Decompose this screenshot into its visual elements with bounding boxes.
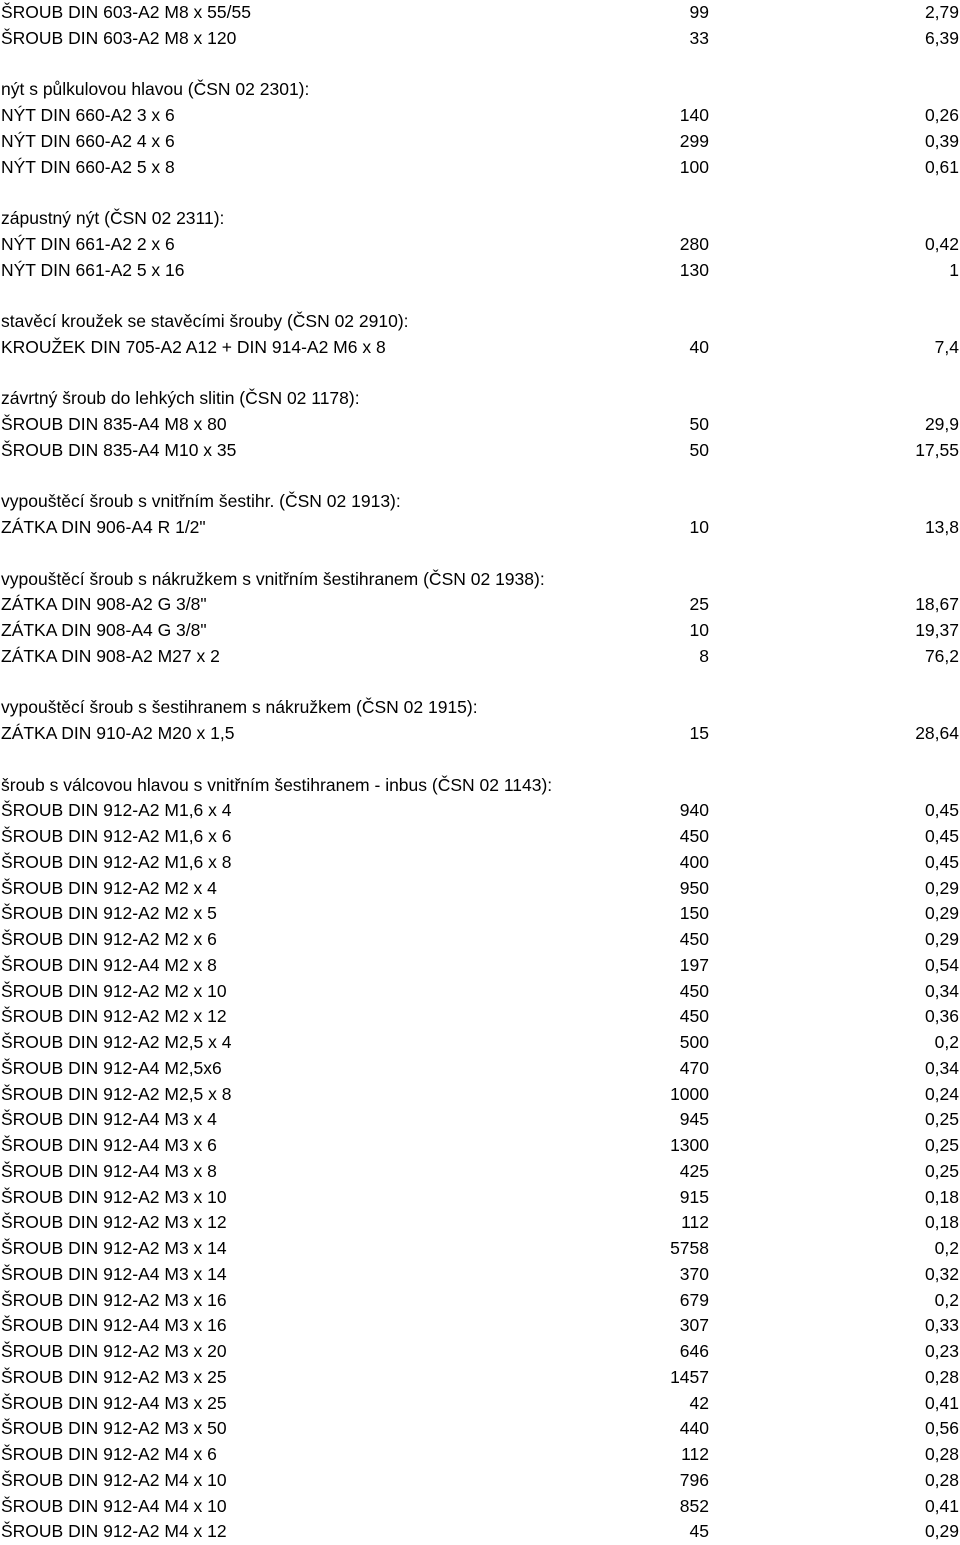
item-price: 0,18: [924, 1212, 959, 1233]
item-quantity: 450: [679, 929, 709, 949]
item-row: [0, 850, 960, 876]
item-quantity: 50: [689, 414, 709, 434]
item-quantity: 42: [689, 1392, 709, 1413]
item-row: [0, 644, 960, 670]
item-name: ŠROUB DIN 912-A4 M3 x 8: [1, 1160, 217, 1181]
item-price: 17,55: [915, 439, 959, 460]
item-row: [0, 1133, 960, 1159]
item-quantity: 10: [689, 517, 709, 537]
section-heading-row: [0, 386, 960, 412]
item-name: ZÁTKA DIN 910-A2 M20 x 1,5: [1, 723, 235, 743]
item-price: 0,28: [924, 1469, 959, 1490]
item-quantity: 100: [679, 156, 709, 177]
item-name: ŠROUB DIN 912-A2 M4 x 6: [1, 1444, 217, 1464]
item-row: [0, 1494, 960, 1520]
item-quantity: 945: [679, 1109, 709, 1130]
item-name: ZÁTKA DIN 908-A2 G 3/8": [1, 594, 207, 615]
section-heading: zápustný nýt (ČSN 02 2311):: [1, 208, 225, 228]
item-price: 0,2: [934, 1032, 959, 1052]
item-quantity: 150: [679, 903, 709, 924]
item-quantity: 50: [689, 439, 709, 460]
item-name: ŠROUB DIN 835-A4 M10 x 35: [1, 439, 237, 460]
item-row: [0, 1365, 960, 1391]
item-price: 19,37: [915, 620, 959, 640]
item-price: 0,45: [924, 826, 959, 846]
item-quantity: 112: [681, 1212, 709, 1233]
section-heading-row: [0, 309, 960, 335]
item-quantity: 450: [679, 1006, 709, 1027]
item-name: ŠROUB DIN 912-A2 M2,5 x 8: [1, 1083, 232, 1104]
item-price: 0,25: [924, 1109, 959, 1130]
item-price: 0,2: [934, 1289, 959, 1310]
item-name: ŠROUB DIN 603-A2 M8 x 120: [1, 27, 237, 48]
item-name: ŠROUB DIN 912-A2 M1,6 x 4: [1, 800, 232, 821]
section-heading-row: [0, 77, 960, 103]
item-quantity: 280: [679, 233, 709, 254]
item-row: [0, 927, 960, 953]
item-row: [0, 1262, 960, 1288]
item-name: ŠROUB DIN 912-A2 M3 x 14: [1, 1238, 227, 1258]
blank-row: [0, 283, 960, 309]
item-price: 0,45: [924, 800, 959, 821]
item-quantity: 307: [679, 1315, 709, 1336]
item-row: [0, 1468, 960, 1494]
section-heading: vypouštěcí šroub s nákružkem s vnitřním šestihranem (ČSN 02 1938):: [1, 568, 545, 589]
item-quantity: 10: [689, 620, 709, 640]
item-name: ŠROUB DIN 912-A2 M2 x 5: [1, 903, 217, 924]
item-row: [0, 258, 960, 284]
item-quantity: 15: [689, 723, 709, 743]
item-name: KROUŽEK DIN 705-A2 A12 + DIN 914-A2 M6 x 8: [1, 336, 386, 357]
section-heading: závrtný šroub do lehkých slitin (ČSN 02 1178):: [1, 388, 360, 409]
item-name: ŠROUB DIN 912-A4 M3 x 25: [1, 1392, 227, 1413]
item-price: 0,41: [924, 1495, 959, 1516]
item-price: 0,45: [924, 851, 959, 872]
item-quantity: 1300: [670, 1135, 709, 1155]
section-heading: vypouštěcí šroub s vnitřním šestihr. (ČSN 02 1913):: [1, 491, 401, 512]
item-name: ŠROUB DIN 912-A2 M3 x 20: [1, 1341, 227, 1361]
item-row: [0, 232, 960, 258]
item-name: NÝT DIN 660-A2 4 x 6: [1, 130, 175, 151]
item-row: [0, 26, 960, 52]
item-name: ŠROUB DIN 912-A4 M3 x 4: [1, 1109, 217, 1130]
item-quantity: 130: [679, 259, 709, 280]
item-name: ZÁTKA DIN 908-A2 M27 x 2: [1, 645, 220, 666]
item-quantity: 646: [679, 1341, 709, 1361]
item-row: [0, 798, 960, 824]
item-row: [0, 103, 960, 129]
item-name: NÝT DIN 661-A2 2 x 6: [1, 233, 175, 254]
item-name: ŠROUB DIN 912-A2 M3 x 25: [1, 1366, 227, 1387]
item-price: 0,25: [924, 1135, 959, 1155]
item-price: 2,79: [924, 2, 959, 22]
item-name: ŠROUB DIN 835-A4 M8 x 80: [1, 414, 227, 434]
item-row: [0, 876, 960, 902]
item-row: [0, 901, 960, 927]
item-price: 0,34: [924, 980, 959, 1001]
item-row: [0, 1288, 960, 1314]
section-heading-row: [0, 773, 960, 799]
item-row: [0, 721, 960, 747]
item-row: [0, 129, 960, 155]
item-row: [0, 412, 960, 438]
item-name: ŠROUB DIN 912-A2 M3 x 10: [1, 1186, 227, 1207]
item-price: 76,2: [924, 645, 959, 666]
blank-row: [0, 52, 960, 78]
item-price: 0,18: [924, 1186, 959, 1207]
item-quantity: 440: [679, 1418, 709, 1439]
item-quantity: 450: [679, 980, 709, 1001]
item-quantity: 450: [679, 826, 709, 846]
item-row: [0, 155, 960, 181]
item-name: ŠROUB DIN 912-A2 M2 x 6: [1, 929, 217, 949]
item-quantity: 915: [679, 1186, 709, 1207]
item-price: 0,26: [924, 105, 959, 125]
item-price: 18,67: [915, 594, 959, 615]
item-name: ŠROUB DIN 912-A2 M4 x 10: [1, 1469, 227, 1490]
item-quantity: 40: [689, 336, 709, 357]
item-row: [0, 1313, 960, 1339]
item-name: NÝT DIN 660-A2 3 x 6: [1, 105, 175, 125]
item-quantity: 679: [679, 1289, 709, 1310]
item-name: ŠROUB DIN 912-A2 M3 x 16: [1, 1289, 227, 1310]
item-name: NÝT DIN 661-A2 5 x 16: [1, 259, 185, 280]
item-price: 0,41: [924, 1392, 959, 1413]
section-heading-row: [0, 206, 960, 232]
item-row: [0, 438, 960, 464]
item-name: ŠROUB DIN 912-A4 M4 x 10: [1, 1495, 227, 1516]
item-quantity: 197: [679, 954, 709, 975]
item-row: [0, 0, 960, 26]
item-price: 0,33: [924, 1315, 959, 1336]
item-price: 0,28: [924, 1444, 959, 1464]
item-quantity: 1457: [670, 1366, 709, 1387]
item-price: 6,39: [924, 27, 959, 48]
item-row: [0, 1082, 960, 1108]
item-price: 0,24: [924, 1083, 959, 1104]
blank-row: [0, 747, 960, 773]
item-row: [0, 1339, 960, 1365]
item-row: [0, 953, 960, 979]
section-heading-row: [0, 567, 960, 593]
item-quantity: 950: [679, 877, 709, 898]
item-price: 0,32: [924, 1263, 959, 1284]
item-price: 0,34: [924, 1057, 959, 1078]
item-name: ŠROUB DIN 912-A2 M1,6 x 6: [1, 826, 232, 846]
item-price: 0,42: [924, 233, 959, 254]
item-price: 0,54: [924, 954, 959, 975]
item-quantity: 796: [679, 1469, 709, 1490]
item-quantity: 940: [679, 800, 709, 821]
item-price: 13,8: [924, 517, 959, 537]
item-row: [0, 1210, 960, 1236]
section-heading: šroub s válcovou hlavou s vnitřním šestihranem - inbus (ČSN 02 1143):: [1, 774, 553, 795]
blank-row: [0, 361, 960, 387]
item-name: ŠROUB DIN 912-A4 M2,5x6: [1, 1057, 222, 1078]
item-price: 0,28: [924, 1366, 959, 1387]
item-name: ŠROUB DIN 912-A2 M2 x 12: [1, 1006, 227, 1027]
item-quantity: 8: [699, 645, 709, 666]
item-name: ŠROUB DIN 912-A2 M2,5 x 4: [1, 1032, 232, 1052]
item-price: 1: [949, 259, 959, 280]
item-row: [0, 1236, 960, 1262]
blank-row: [0, 541, 960, 567]
item-name: ZÁTKA DIN 908-A4 G 3/8": [1, 620, 207, 640]
item-name: ŠROUB DIN 912-A4 M3 x 14: [1, 1263, 227, 1284]
item-price: 0,29: [924, 877, 959, 898]
item-quantity: 25: [689, 594, 709, 615]
item-price: 0,29: [924, 1521, 959, 1542]
item-price: 0,23: [924, 1341, 959, 1361]
item-quantity: 852: [679, 1495, 709, 1516]
section-heading: vypouštěcí šroub s šestihranem s nákružkem (ČSN 02 1915):: [1, 697, 478, 718]
item-quantity: 5758: [670, 1238, 709, 1258]
item-row: [0, 1030, 960, 1056]
item-row: [0, 1056, 960, 1082]
item-name: ŠROUB DIN 912-A2 M2 x 4: [1, 877, 217, 898]
item-quantity: 33: [689, 27, 709, 48]
item-price: 28,64: [915, 723, 959, 743]
item-name: ŠROUB DIN 603-A2 M8 x 55/55: [1, 2, 251, 22]
item-quantity: 299: [679, 130, 709, 151]
section-heading-row: [0, 489, 960, 515]
item-row: [0, 618, 960, 644]
item-quantity: 370: [679, 1263, 709, 1284]
item-name: ŠROUB DIN 912-A4 M2 x 8: [1, 954, 217, 975]
item-price: 29,9: [924, 414, 959, 434]
item-price: 0,29: [924, 929, 959, 949]
item-name: ŠROUB DIN 912-A2 M2 x 10: [1, 980, 227, 1001]
item-row: [0, 592, 960, 618]
item-row: [0, 335, 960, 361]
item-name: ŠROUB DIN 912-A2 M3 x 12: [1, 1212, 227, 1233]
item-row: [0, 1416, 960, 1442]
item-row: [0, 1391, 960, 1417]
item-quantity: 140: [679, 105, 709, 125]
item-row: [0, 1107, 960, 1133]
blank-row: [0, 670, 960, 696]
item-price: 0,36: [924, 1006, 959, 1027]
item-row: [0, 824, 960, 850]
blank-row: [0, 180, 960, 206]
item-name: ŠROUB DIN 912-A2 M3 x 50: [1, 1418, 227, 1439]
item-price: 0,39: [924, 130, 959, 151]
item-quantity: 500: [679, 1032, 709, 1052]
item-price: 0,2: [934, 1238, 959, 1258]
item-quantity: 400: [679, 851, 709, 872]
item-name: ŠROUB DIN 912-A4 M3 x 6: [1, 1135, 217, 1155]
section-heading-row: [0, 695, 960, 721]
item-price: 0,29: [924, 903, 959, 924]
item-quantity: 112: [681, 1444, 709, 1464]
item-row: [0, 515, 960, 541]
item-name: ŠROUB DIN 912-A2 M1,6 x 8: [1, 851, 232, 872]
item-quantity: 1000: [670, 1083, 709, 1104]
item-quantity: 99: [689, 2, 709, 22]
item-quantity: 470: [679, 1057, 709, 1078]
item-price: 0,25: [924, 1160, 959, 1181]
item-price: 7,4: [934, 336, 959, 357]
item-name: ŠROUB DIN 912-A4 M3 x 16: [1, 1315, 227, 1336]
item-price: 0,56: [924, 1418, 959, 1439]
item-row: [0, 1004, 960, 1030]
item-row: [0, 1185, 960, 1211]
item-quantity: 425: [679, 1160, 709, 1181]
section-heading: stavěcí kroužek se stavěcími šrouby (ČSN 02 2910):: [1, 311, 409, 331]
item-name: NÝT DIN 660-A2 5 x 8: [1, 156, 175, 177]
blank-row: [0, 464, 960, 490]
item-row: [0, 1159, 960, 1185]
item-price: 0,61: [924, 156, 959, 177]
section-heading: nýt s půlkulovou hlavou (ČSN 02 2301):: [1, 79, 310, 100]
item-quantity: 45: [689, 1521, 709, 1542]
item-row: [0, 979, 960, 1005]
item-name: ŠROUB DIN 912-A2 M4 x 12: [1, 1521, 227, 1542]
item-row: [0, 1519, 960, 1545]
item-name: ZÁTKA DIN 906-A4 R 1/2": [1, 517, 206, 537]
item-row: [0, 1442, 960, 1468]
